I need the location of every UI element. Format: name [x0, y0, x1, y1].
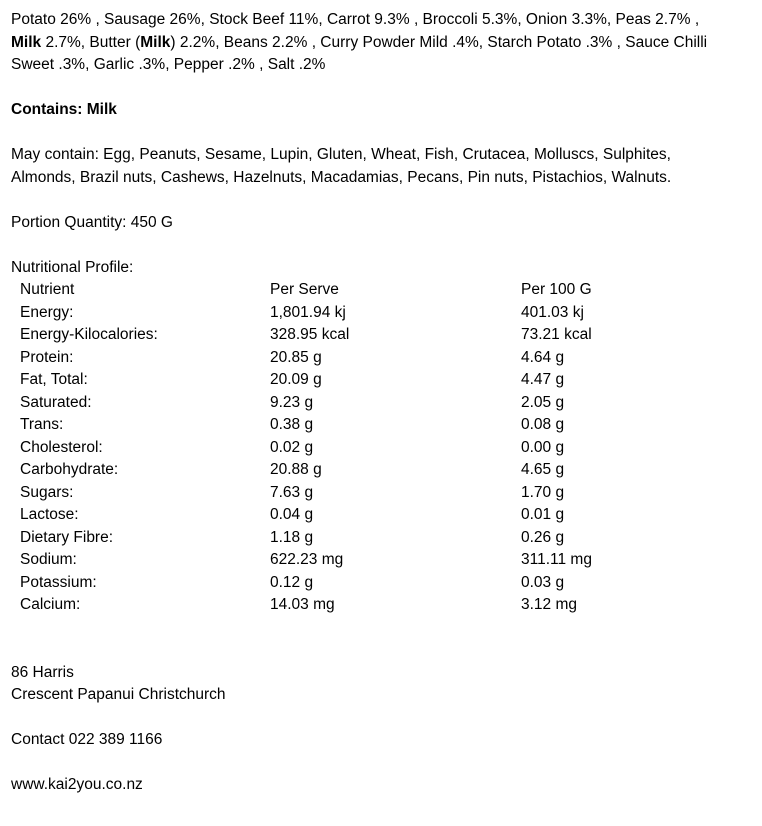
nutrient-name: Sugars: — [20, 483, 74, 501]
nutrition-row — [20, 392, 741, 415]
nutrition-row — [20, 594, 741, 617]
per-serve-value: 7.63 g — [270, 483, 314, 501]
per-100g-value: 0.26 g — [521, 528, 565, 546]
nutrition-row — [20, 459, 741, 482]
nutrient-name: Carbohydrate: — [20, 461, 119, 478]
per-serve-value: 0.02 g — [270, 438, 314, 456]
per-100g-value: 2.05 g — [521, 393, 565, 411]
per-serve-value: 622.23 mg — [270, 551, 344, 568]
may-contain-line-1: May contain: Egg, Peanuts, Sesame, Lupin, Gluten, Wheat, Fish, Crutacea, Molluscs, Sulphites, — [11, 146, 671, 163]
per-100g-value: 311.11 mg — [521, 551, 592, 568]
nutrition-row — [20, 437, 741, 460]
header-nutrient: Nutrient — [20, 281, 75, 298]
per-serve-value: 0.38 g — [270, 416, 314, 433]
nutrient-name: Energy: — [20, 303, 74, 321]
ingredients-paragraph — [11, 9, 756, 77]
may-contain-statement — [11, 144, 756, 189]
nutrient-name: Fat, Total: — [20, 371, 88, 388]
nutrient-name: Protein: — [20, 348, 74, 366]
nutrient-name: Potassium: — [20, 573, 97, 591]
ingredients-line-3: Sweet .3%, Garlic .3%, Pepper .2% , Salt .2% — [11, 56, 326, 73]
per-100g-value: 4.65 g — [521, 461, 565, 478]
milk-allergen-2: Milk — [140, 33, 171, 51]
milk-allergen-1: Milk — [11, 33, 42, 51]
nutrient-name: Lactose: — [20, 506, 79, 523]
ingredients-line-1: Potato 26% , Sausage 26%, Stock Beef 11%, Carrot 9.3% , Broccoli 5.3%, Onion 3.3%, Peas 2.7% , — [11, 11, 700, 28]
per-serve-value: 0.04 g — [270, 506, 314, 523]
nutrient-name: Calcium: — [20, 596, 81, 613]
nutrition-row — [20, 347, 741, 370]
per-serve-value: 14.03 mg — [270, 596, 335, 613]
nutrient-name: Saturated: — [20, 393, 92, 411]
per-100g-value: 0.01 g — [521, 506, 565, 523]
nutrition-row — [20, 302, 741, 325]
nutrition-row — [20, 369, 741, 392]
nutrition-row — [20, 482, 741, 505]
per-100g-value: 73.21 kcal — [521, 326, 592, 343]
header-per-100g: Per 100 G — [521, 281, 592, 298]
per-serve-value: 9.23 g — [270, 393, 314, 411]
nutrition-row — [20, 414, 741, 437]
nutrition-heading: Nutritional Profile: — [11, 258, 134, 276]
label-document — [11, 9, 756, 797]
nutrition-row — [20, 504, 741, 527]
per-serve-value: 1.18 g — [270, 528, 314, 546]
website-link[interactable]: www.kai2you.co.nz — [11, 776, 143, 793]
per-serve-value: 328.95 kcal — [270, 326, 350, 343]
nutrient-name: Trans: — [20, 416, 64, 433]
contact-phone: Contact 022 389 1166 — [11, 731, 163, 748]
nutrient-name: Dietary Fibre: — [20, 528, 114, 546]
address-line-1: 86 Harris — [11, 663, 74, 681]
per-100g-value: 0.03 g — [521, 573, 565, 591]
address-line-2: Crescent Papanui Christchurch — [11, 686, 226, 703]
per-100g-value: 1.70 g — [521, 483, 565, 501]
nutrition-row — [20, 324, 741, 347]
nutrient-name: Sodium: — [20, 551, 77, 568]
contains-statement: Contains: Milk — [11, 101, 117, 118]
portion-quantity: Portion Quantity: 450 G — [11, 213, 173, 231]
per-serve-value: 20.09 g — [270, 371, 322, 388]
nutrient-name: Cholesterol: — [20, 438, 103, 456]
per-serve-value: 20.85 g — [270, 348, 322, 366]
nutrition-header-row — [20, 279, 741, 302]
may-contain-line-2: Almonds, Brazil nuts, Cashews, Hazelnuts, Macadamias, Pecans, Pin nuts, Pistachios, Walnuts. — [11, 168, 672, 186]
ingredients-text-2: 2.7%, Butter ( — [41, 33, 141, 51]
per-100g-value: 4.47 g — [521, 371, 565, 388]
per-100g-value: 0.00 g — [521, 438, 565, 456]
address — [11, 662, 756, 707]
per-100g-value: 3.12 mg — [521, 596, 578, 613]
nutrition-row — [20, 527, 741, 550]
nutrition-table — [20, 279, 741, 617]
per-serve-value: 20.88 g — [270, 461, 322, 478]
ingredients-text-3: ) 2.2%, Beans 2.2% , Curry Powder Mild .4%, Starch Potato .3% , Sauce Chilli — [170, 33, 708, 51]
nutrition-row — [20, 549, 741, 572]
per-serve-value: 1,801.94 kj — [270, 303, 346, 321]
per-100g-value: 0.08 g — [521, 416, 565, 433]
header-per-serve: Per Serve — [270, 281, 339, 298]
per-100g-value: 4.64 g — [521, 348, 565, 366]
nutrition-row — [20, 572, 741, 595]
nutrient-name: Energy-Kilocalories: — [20, 326, 158, 343]
per-100g-value: 401.03 kj — [521, 303, 584, 321]
per-serve-value: 0.12 g — [270, 573, 314, 591]
